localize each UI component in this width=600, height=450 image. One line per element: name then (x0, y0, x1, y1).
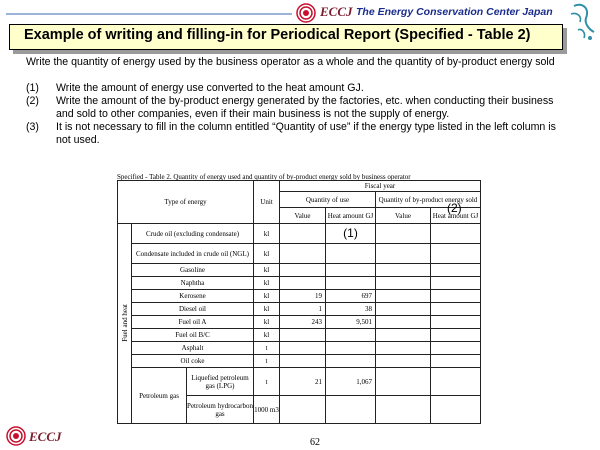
energy-name: Diesel oil (132, 303, 254, 316)
header-quantity-byproduct: Quantity of by-product energy sold (376, 192, 481, 208)
footer-logo-text: ECCJ (29, 429, 62, 444)
table-row (118, 290, 481, 303)
sold-heat-cell[interactable] (431, 290, 481, 303)
use-heat-cell[interactable]: 1,067 (326, 368, 376, 396)
sold-heat-cell[interactable] (431, 342, 481, 355)
energy-name: Asphalt (132, 342, 254, 355)
unit-cell: kl (254, 316, 280, 329)
page-title: Example of writing and filling-in for Periodical Report (Specified - Table 2) (24, 27, 531, 43)
sold-heat-cell[interactable] (431, 355, 481, 368)
sold-value-cell[interactable] (376, 368, 431, 396)
energy-name: Petroleum hydrocarbon gas (187, 396, 254, 424)
header-logo-text: ECCJ (320, 4, 353, 19)
table-row (118, 244, 481, 264)
intro-text: Write the quantity of energy used by the business operator as a whole and the quantity of by-product energy sold (26, 56, 555, 68)
use-heat-cell[interactable] (326, 264, 376, 277)
list-item-text: It is not necessary to fill in the column entitled “Quantity of use” if the energy type listed in the left column is not used. (56, 121, 556, 146)
table-row (118, 224, 481, 244)
sold-heat-cell[interactable] (431, 368, 481, 396)
header-value: Value (280, 208, 326, 224)
use-value-cell[interactable] (280, 342, 326, 355)
use-heat-cell[interactable] (326, 244, 376, 264)
sold-value-cell[interactable] (376, 342, 431, 355)
use-heat-cell[interactable]: 38 (326, 303, 376, 316)
use-heat-cell[interactable] (326, 329, 376, 342)
table-caption: Specified - Table 2. Quantity of energy used and quantity of by-product energy sold by business operator (117, 173, 411, 181)
header-heat-amount: Heat amount GJ (431, 208, 481, 224)
sold-heat-cell[interactable] (431, 329, 481, 342)
energy-leaf-icon (568, 0, 598, 44)
use-value-cell[interactable] (280, 244, 326, 264)
sold-heat-cell[interactable] (431, 396, 481, 424)
energy-name: Fuel oil B/C (132, 329, 254, 342)
group-label-cell (118, 224, 132, 424)
sold-heat-cell[interactable] (431, 224, 481, 244)
group-label: Fuel and heat (120, 303, 129, 342)
energy-name: Kerosene (132, 290, 254, 303)
energy-name: Liquefied petroleum gas (LPG) (187, 368, 254, 396)
sold-value-cell[interactable] (376, 329, 431, 342)
sold-value-cell[interactable] (376, 277, 431, 290)
petroleum-gas-label: Petroleum gas (132, 368, 187, 424)
unit-cell: t (254, 342, 280, 355)
use-heat-cell[interactable] (326, 396, 376, 424)
table-row (118, 303, 481, 316)
table-row (118, 264, 481, 277)
use-value-cell[interactable]: 1 (280, 303, 326, 316)
sold-heat-cell[interactable] (431, 303, 481, 316)
header-value: Value (376, 208, 431, 224)
use-value-cell[interactable] (280, 264, 326, 277)
sold-value-cell[interactable] (376, 355, 431, 368)
sold-value-cell[interactable] (376, 244, 431, 264)
sold-heat-cell[interactable] (431, 316, 481, 329)
unit-cell: kl (254, 244, 280, 264)
use-heat-cell[interactable] (326, 277, 376, 290)
energy-name: Gasoline (132, 264, 254, 277)
table-row (118, 368, 481, 396)
title-box (9, 24, 563, 50)
header-unit: Unit (254, 181, 280, 224)
header-heat-amount: Heat amount GJ (326, 208, 376, 224)
unit-cell: kl (254, 329, 280, 342)
sold-value-cell[interactable] (376, 290, 431, 303)
energy-table (117, 180, 481, 424)
use-heat-cell[interactable]: 9,501 (326, 316, 376, 329)
page-number: 62 (310, 437, 320, 448)
unit-cell: kl (254, 277, 280, 290)
header-rule (6, 13, 292, 15)
use-value-cell[interactable] (280, 329, 326, 342)
use-heat-cell[interactable] (326, 224, 376, 244)
use-heat-cell[interactable]: 697 (326, 290, 376, 303)
energy-name: Oil coke (132, 355, 254, 368)
sold-value-cell[interactable] (376, 396, 431, 424)
use-value-cell[interactable] (280, 277, 326, 290)
use-value-cell[interactable]: 19 (280, 290, 326, 303)
table-row (118, 316, 481, 329)
header-fiscal-year: Fiscal year (280, 181, 481, 192)
use-heat-cell[interactable] (326, 355, 376, 368)
use-value-cell[interactable] (280, 396, 326, 424)
sold-value-cell[interactable] (376, 303, 431, 316)
list-item-text: Write the amount of energy use converted to the heat amount GJ. (56, 82, 364, 94)
marker-1: (1) (343, 225, 358, 240)
use-value-cell[interactable]: 21 (280, 368, 326, 396)
list-item-number: (3) (26, 121, 39, 133)
unit-cell: kl (254, 290, 280, 303)
sold-value-cell[interactable] (376, 264, 431, 277)
table-row (118, 329, 481, 342)
energy-name: Naphtha (132, 277, 254, 290)
unit-cell: t (254, 368, 280, 396)
header-type-of-energy: Type of energy (118, 181, 254, 224)
list-item-number: (2) (26, 95, 39, 107)
unit-cell: 1000 m3 (254, 396, 280, 424)
unit-cell: kl (254, 303, 280, 316)
sold-value-cell[interactable] (376, 316, 431, 329)
eccj-logo-icon (6, 426, 26, 446)
use-value-cell[interactable] (280, 355, 326, 368)
list-item-number: (1) (26, 82, 39, 94)
header-quantity-of-use: Quantity of use (280, 192, 376, 208)
unit-cell: kl (254, 264, 280, 277)
table-row (118, 342, 481, 355)
unit-cell: t (254, 355, 280, 368)
table-row (118, 355, 481, 368)
use-heat-cell[interactable] (326, 342, 376, 355)
sold-value-cell[interactable] (376, 224, 431, 244)
energy-name: Fuel oil A (132, 316, 254, 329)
unit-cell: kl (254, 224, 280, 244)
header-org-name: The Energy Conservation Center Japan (356, 6, 553, 18)
sold-heat-cell[interactable] (431, 277, 481, 290)
energy-name: Condensate included in crude oil (NGL) (132, 244, 254, 264)
energy-name: Crude oil (excluding condensate) (132, 224, 254, 244)
list-item-text: Write the amount of the by-product energy generated by the factories, etc. when conducting their business and sold to other companies, even if their main business is not the supply of energy. (56, 95, 554, 120)
table-row (118, 277, 481, 290)
sold-heat-cell[interactable] (431, 264, 481, 277)
sold-heat-cell[interactable] (431, 244, 481, 264)
marker-2: (2) (447, 201, 462, 215)
eccj-logo-icon (296, 3, 316, 23)
use-value-cell[interactable]: 243 (280, 316, 326, 329)
use-value-cell[interactable] (280, 224, 326, 244)
